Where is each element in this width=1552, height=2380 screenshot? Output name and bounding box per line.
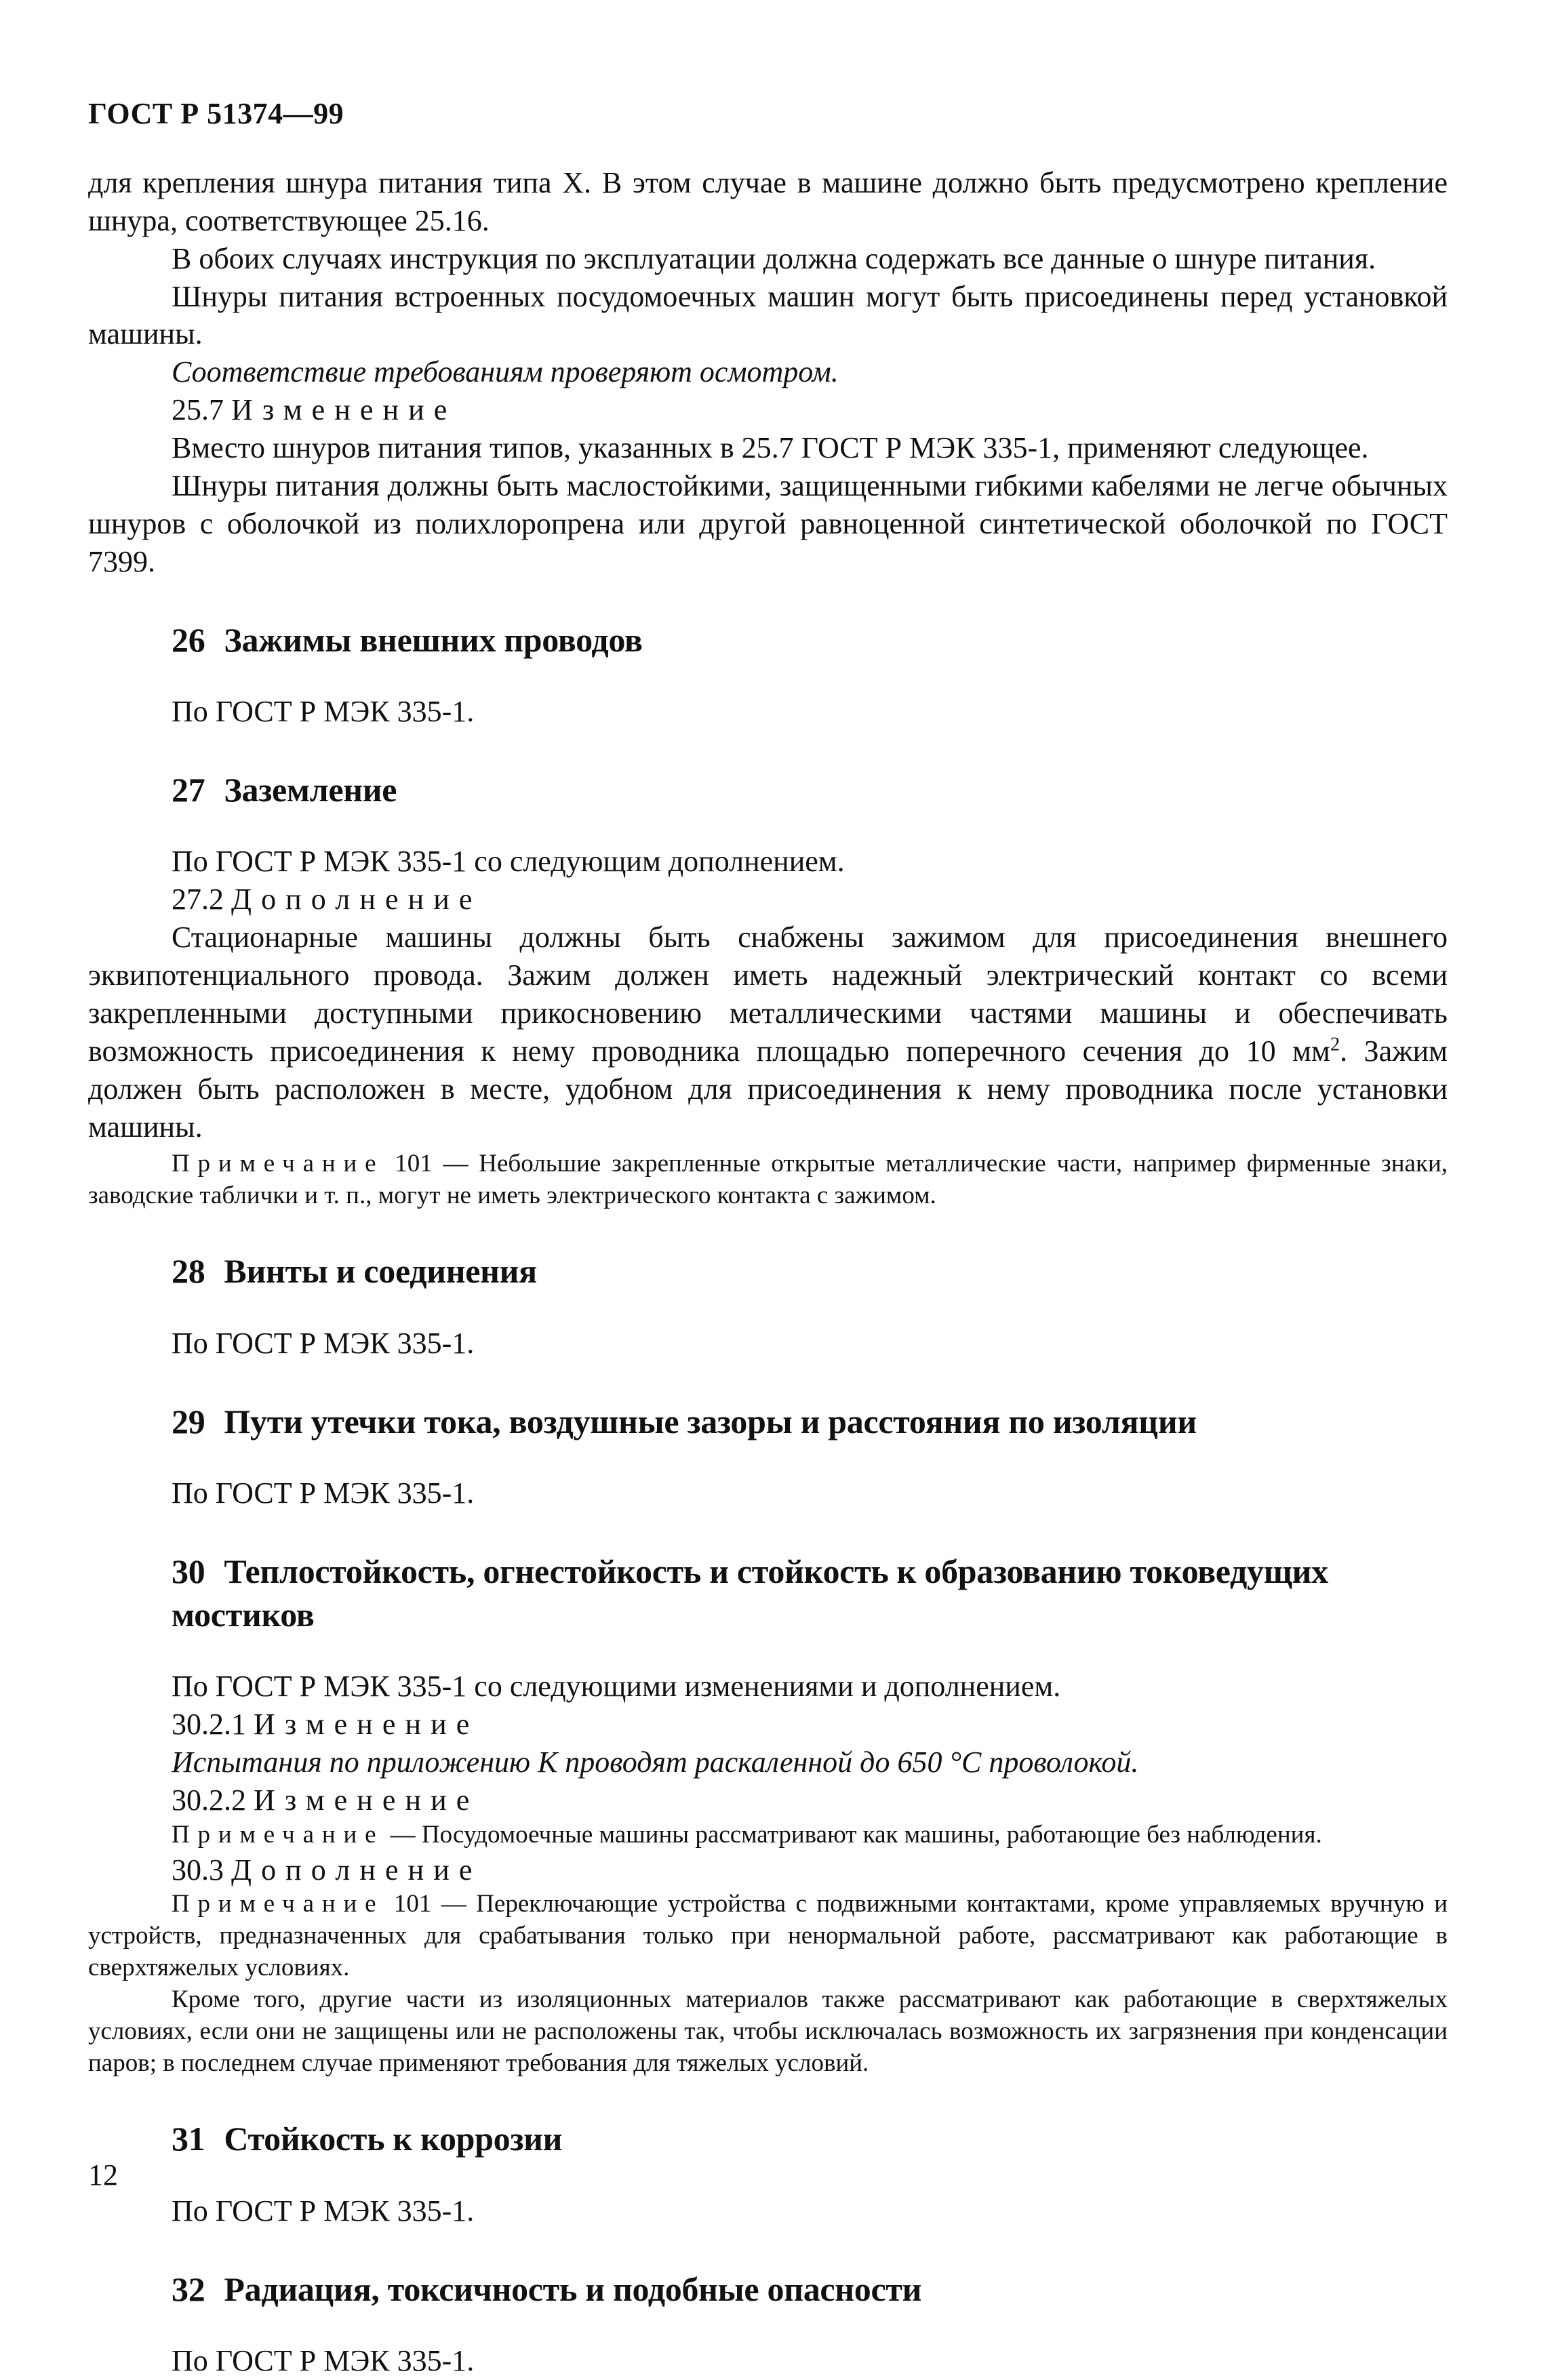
clause-label: Изменение bbox=[254, 1783, 479, 1817]
page-number: 12 bbox=[88, 2158, 118, 2192]
clause-label: Изменение bbox=[231, 393, 457, 427]
section-30-text: По ГОСТ Р МЭК 335-1 со следующими изменениями и дополнением. bbox=[172, 1670, 1061, 1703]
section-26-heading bbox=[172, 619, 1448, 662]
document-header: ГОСТ Р 51374—99 bbox=[88, 97, 344, 130]
superscript: 2 bbox=[1330, 1034, 1340, 1055]
section-26-text: По ГОСТ Р МЭК 335-1. bbox=[172, 695, 475, 728]
clause-27-2-body bbox=[88, 919, 1448, 1146]
clause-label: Дополнение bbox=[231, 1853, 482, 1887]
note-30-3 bbox=[88, 1889, 1448, 1984]
clause-25-7-heading bbox=[88, 391, 1448, 429]
section-28-heading bbox=[172, 1250, 1448, 1293]
intro-paragraph-6: Вместо шнуров питания типов, указанных в 25.7 ГОСТ Р МЭК 335-1, применяют следующее. bbox=[172, 431, 1369, 464]
section-number: 31 bbox=[172, 2120, 205, 2158]
section-number: 28 bbox=[172, 1252, 205, 1291]
note-label: Примечание bbox=[172, 1150, 384, 1178]
note-30-2-2 bbox=[88, 1819, 1448, 1851]
note-text: 101 — Переключающие устройства с подвижными контактами, кроме управляемых вручную и устройств, предназначенных для срабатывания только при ненормальной работе, рассматривают как работающие в сверхтяжелых условиях. bbox=[88, 1890, 1448, 1982]
intro-paragraph-2: В обоих случаях инструкция по эксплуатации должна содержать все данные о шнуре питания. bbox=[172, 241, 1376, 275]
section-number: 32 bbox=[172, 2270, 205, 2308]
clause-label: Изменение bbox=[254, 1707, 479, 1741]
section-32-heading bbox=[172, 2268, 1448, 2312]
page-content bbox=[88, 95, 1448, 2380]
clause-number: 27.2 bbox=[172, 883, 224, 916]
clause-body-text: Стационарные машины должны быть снабжены зажимом для присоединения внешнего эквипотенциального провода. Зажим должен иметь надежный электрический контакт со всеми закрепленными доступными прикосновению металлическими частями машины и обеспечивать возможность присоединения к нему проводника площадью поперечного сечения до 10 мм bbox=[88, 921, 1448, 1068]
clause-30-2-1-heading bbox=[88, 1706, 1448, 1743]
section-title: Радиация, токсичность и подобные опасности bbox=[224, 2270, 922, 2308]
note-text: — Посудомоечные машины рассматривают как машины, работающие без наблюдения. bbox=[384, 1820, 1322, 1849]
section-29-text: По ГОСТ Р МЭК 335-1. bbox=[172, 1476, 475, 1510]
note-label: Примечание bbox=[172, 1820, 384, 1849]
clause-30-3-heading bbox=[88, 1851, 1448, 1889]
section-29-heading bbox=[172, 1400, 1448, 1444]
section-number: 27 bbox=[172, 770, 205, 809]
clause-label: Дополнение bbox=[231, 883, 482, 916]
intro-paragraph-3: Шнуры питания встроенных посудомоечных машин могут быть присоединены перед установкой машины. bbox=[88, 279, 1448, 351]
section-title: Стойкость к коррозии bbox=[224, 2120, 563, 2158]
clause-number: 30.3 bbox=[172, 1853, 224, 1887]
clause-body-text-end: . Зажим должен быть расположен в месте, удобном для присоединения к нему проводника после установки машины. bbox=[88, 1034, 1448, 1144]
clause-number: 30.2.2 bbox=[172, 1783, 246, 1817]
section-27-heading bbox=[172, 769, 1448, 812]
section-title: Винты и соединения bbox=[224, 1252, 537, 1291]
section-32-text: По ГОСТ Р МЭК 335-1. bbox=[172, 2344, 475, 2378]
clause-27-2-heading bbox=[88, 881, 1448, 919]
clause-30-2-2-heading bbox=[88, 1781, 1448, 1819]
clause-number: 30.2.1 bbox=[172, 1707, 246, 1741]
section-28-text: По ГОСТ Р МЭК 335-1. bbox=[172, 1326, 475, 1360]
section-30-heading bbox=[172, 1550, 1448, 1636]
section-title: Заземление bbox=[224, 770, 397, 809]
intro-compliance-check: Соответствие требованиям проверяют осмотром. bbox=[172, 355, 839, 389]
section-31-text: По ГОСТ Р МЭК 335-1. bbox=[172, 2194, 475, 2227]
section-title: Теплостойкость, огнестойкость и стойкость к образованию токоведущих мостиков bbox=[172, 1552, 1328, 1634]
clause-number: 25.7 bbox=[172, 393, 224, 427]
section-title: Пути утечки тока, воздушные зазоры и расстояния по изоляции bbox=[224, 1402, 1197, 1440]
section-number: 29 bbox=[172, 1402, 205, 1440]
intro-paragraph-1: для крепления шнура питания типа X. В этом случае в машине должно быть предусмотрено крепление шнура, соответствующее 25.16. bbox=[88, 165, 1448, 237]
note-label: Примечание bbox=[172, 1890, 384, 1918]
section-number: 30 bbox=[172, 1552, 205, 1591]
section-27-text: По ГОСТ Р МЭК 335-1 со следующим дополнением. bbox=[172, 845, 845, 879]
section-title: Зажимы внешних проводов bbox=[224, 620, 643, 659]
clause-30-2-1-text: Испытания по приложению К проводят раскаленной до 650 °С проволокой. bbox=[172, 1745, 1139, 1779]
note-27 bbox=[88, 1148, 1448, 1212]
intro-paragraph-7: Шнуры питания должны быть маслостойкими, защищенными гибкими кабелями не легче обычных шнуров с оболочкой из полихлоропрена или другой равноценной синтетической оболочкой по ГОСТ 7399. bbox=[88, 468, 1448, 578]
section-number: 26 bbox=[172, 620, 205, 659]
note-text: 101 — Небольшие закрепленные открытые металлические части, например фирменные знаки, заводские таблички и т. п., могут не иметь электрического контакта с зажимом. bbox=[88, 1150, 1448, 1210]
note-30-3-continuation: Кроме того, другие части из изоляционных материалов также рассматривают как работающие в сверхтяжелых условиях, если они не защищены или не расположены так, чтобы исключалась возможность их загрязнения при конденсации паров; в последнем случае применяют требования для тяжелых условий. bbox=[88, 1985, 1448, 2078]
section-31-heading bbox=[172, 2118, 1448, 2161]
